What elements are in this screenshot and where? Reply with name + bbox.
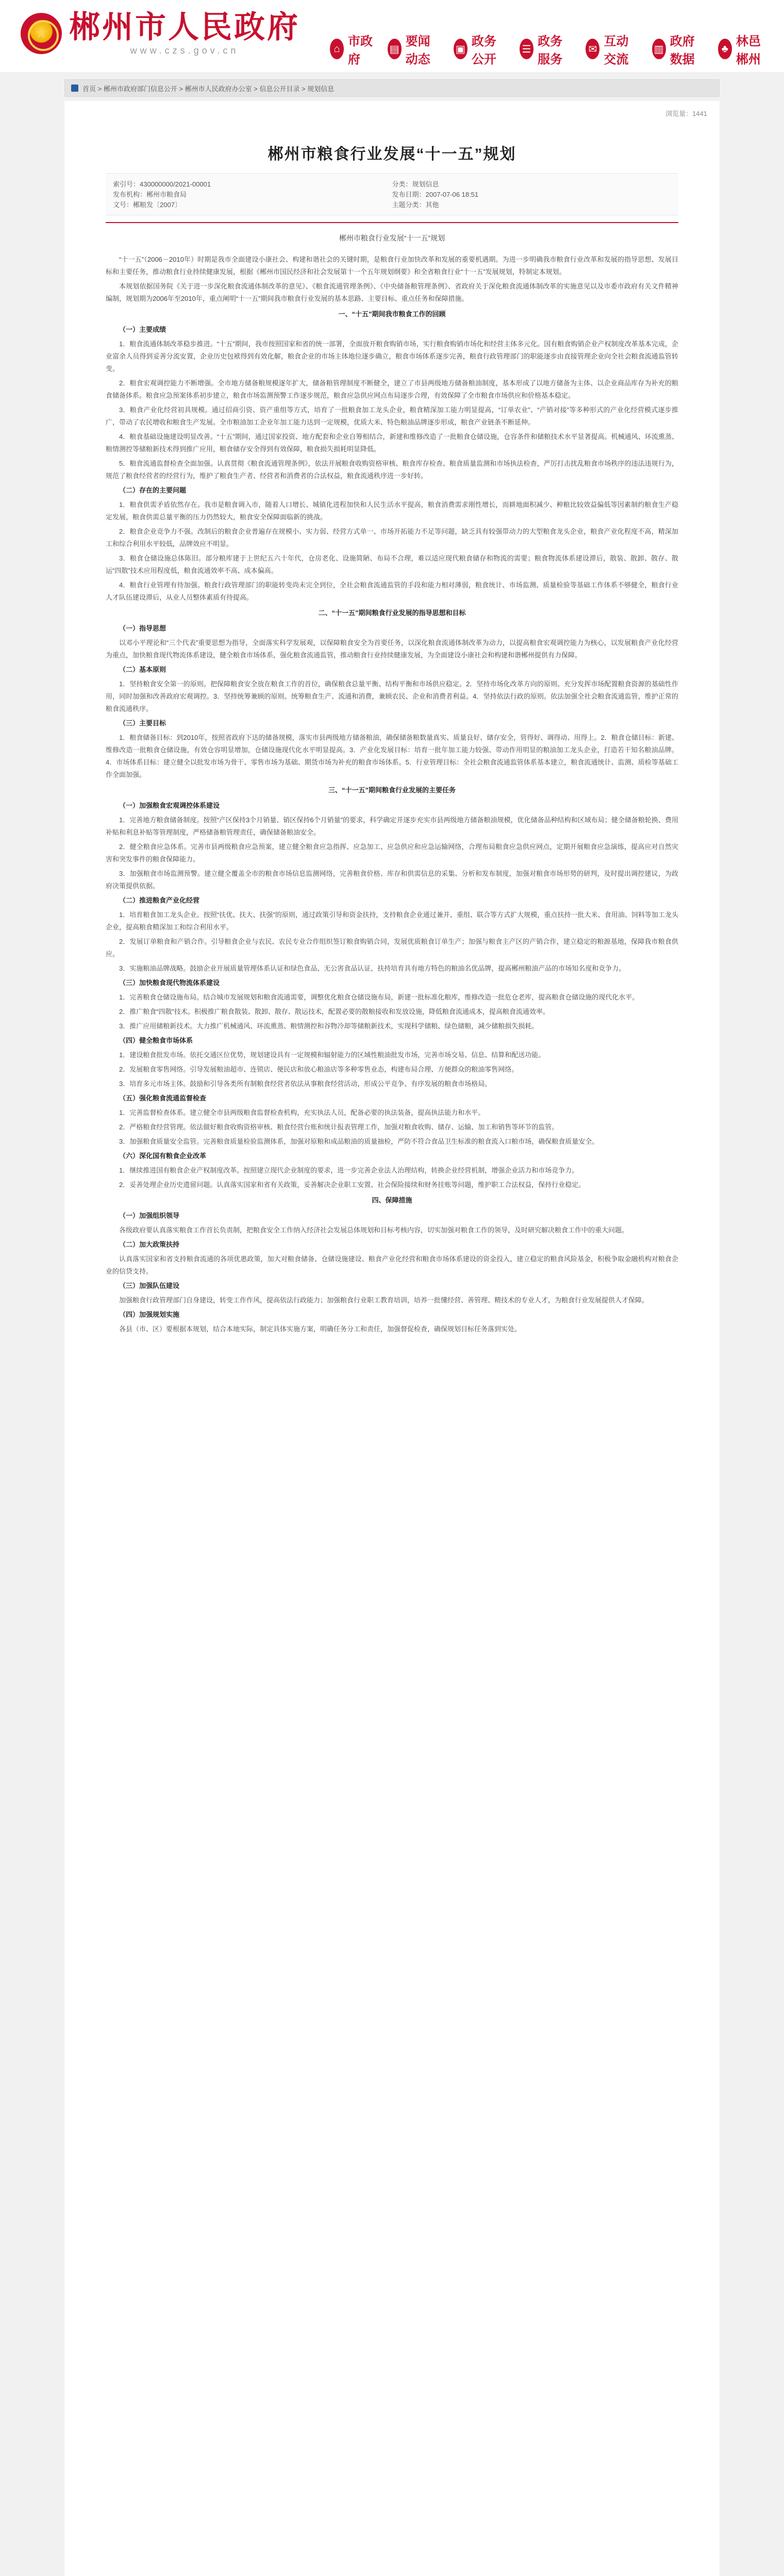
section-heading: （二）基本原则 <box>119 666 166 673</box>
nav-item-open[interactable]: ▣ 政务公开 <box>454 31 505 67</box>
service-icon: ☰ <box>520 39 533 59</box>
site-logo[interactable] <box>21 10 300 56</box>
body-paragraph: 3．推广应用储粮新技术。大力推广机械通风、环流熏蒸、粮情测控和谷物冷却等储粮新技术，实现科学储粮、绿色储粮，减少储粮损失损耗。 <box>119 1022 539 1030</box>
government-icon: ⌂ <box>330 39 344 59</box>
section-heading: （三）加强队伍建设 <box>119 1282 180 1290</box>
national-emblem-icon: ★ <box>21 13 62 54</box>
body-paragraph: 1．坚持粮食安全第一的原则。把保障粮食安全放在粮食工作的首位，确保粮食总量平衡、结构平衡和市场供应稳定。2．坚持市场化改革方向的原则。充分发挥市场配置粮食资源的基础性作用，同时加强和改善政府宏观调控。3．坚持统筹兼顾的原则。统筹粮食生产、流通和消费，兼顾农民、企业和消费者利益。4．坚持依法行政的原则。依法加强全社会粮食流通监管，维护正常的粮食流通秩序。 <box>106 680 678 713</box>
nav-item-government[interactable]: ⌂ 市政府 <box>330 31 373 67</box>
nav-item-data[interactable]: ▥ 政府数据 <box>652 31 704 67</box>
section-heading: （一）加强组织领导 <box>119 1212 180 1219</box>
meta-index-no: 索引号：430000000/2021-00001 <box>113 180 211 188</box>
body-paragraph: 1．完善粮食仓储设施布局。结合城市发展规划和粮食流通需要，调整优化粮食仓储设施布局，新建一批标准化粮库，维修改造一批危仓老库，提高粮食仓储设施的现代化水平。 <box>119 993 639 1001</box>
body-paragraph: 3．粮食仓储设施总体陈旧。部分粮库建于上世纪五六十年代，仓房老化、设施简陋、布局不合理，难以适应现代粮食储存和物流的需要；粮食物流体系建设滞后，散装、散卸、散存、散运“四散”技术应用程度低，粮食流通效率不高、成本偏高。 <box>106 554 678 574</box>
body-paragraph: 2．妥善处理企业历史遗留问题。认真落实国家和省有关政策，妥善解决企业职工安置、社会保险接续和财务挂账等问题，维护职工合法权益，保持行业稳定。 <box>119 1181 586 1189</box>
doc-heading: 郴州市粮食行业发展“十一五”规划 <box>339 234 445 242</box>
meta-category: 分类：规划信息 <box>392 180 439 188</box>
breadcrumb <box>64 79 720 97</box>
body-paragraph: 2．粮食企业竞争力不强。改制后的粮食企业普遍存在规模小、实力弱、经营方式单一、市场开拓能力不足等问题，缺乏具有较强带动力的大型粮食龙头企业，粮食产业化程度不高，精深加工和综合利用水平较低，品牌效应不明显。 <box>106 528 678 548</box>
body-paragraph: 1．培育粮食加工龙头企业。按照“扶优、扶大、扶强”的原则，通过政策引导和资金扶持，支持粮食企业通过兼并、重组、联合等方式扩大规模，重点扶持一批大米、食用油、饲料等加工龙头企业，提高粮食精深加工和综合利用水平。 <box>106 911 678 931</box>
article-body <box>106 253 678 2576</box>
body-paragraph: 2．发展订单粮食和产销合作。引导粮食企业与农民、农民专业合作组织签订粮食购销合同，发展优质粮食订单生产；加强与粮食主产区的产销合作，建立稳定的粮源基地，保障我市粮食供应。 <box>106 938 678 958</box>
news-icon: ▤ <box>388 39 402 59</box>
body-paragraph: 3．粮食产业化经营初具规模。通过招商引资、资产重组等方式，培育了一批粮食加工龙头企业，粮食精深加工能力明显提高，“订单农业”、“产销对接”等多种形式的产业化经营模式逐步推广，带动了农民增收和粮食生产发展。全市粮油加工企业年加工能力达到一定规模，优质大米、特色粮油品牌逐步形成，粮食产业链条不断延伸。 <box>106 406 678 426</box>
body-paragraph: 认真落实国家和省支持粮食流通的各项优惠政策，加大对粮食储备、仓储设施建设、粮食产业化经营和粮食市场体系建设的资金投入，建立稳定的粮食风险基金，积极争取金融机构对粮食企业的信贷支持。 <box>106 1255 678 1275</box>
body-paragraph: 以邓小平理论和“三个代表”重要思想为指导，全面落实科学发展观，以保障粮食安全为首要任务，以深化粮食流通体制改革为动力，以提高粮食宏观调控能力为核心，以发展粮食产业化经营为重点，加快粮食现代物流体系建设，健全粮食市场体系，强化粮食流通监管，推动粮食行业持续健康发展，为全面建设小康社会和构建和谐郴州提供有力保障。 <box>106 639 678 659</box>
body-paragraph: 1．完善地方粮食储备制度。按照“产区保持3个月销量、销区保持6个月销量”的要求，科学确定并逐步充实市县两级地方储备粮油规模，优化储备品种结构和区域布局；健全储备粮轮换、费用补贴和利息补贴等管理制度，严格储备粮管理责任，确保储备粮油安全。 <box>106 816 678 836</box>
open-icon: ▣ <box>454 39 468 59</box>
section-heading: （三）加快粮食现代物流体系建设 <box>119 979 220 987</box>
section-heading: 四、保障措施 <box>372 1196 412 1204</box>
section-heading: （一）主要成绩 <box>119 326 166 333</box>
body-paragraph: 4．粮食基础设施建设明显改善。“十五”期间，通过国家投资、地方配套和企业自筹相结合，新建和维修改造了一批粮食仓储设施，仓容条件和储粮技术水平显著提高。机械通风、环流熏蒸、粮情测控等储粮新技术得到推广应用，粮食储存安全得到有效保障，粮食损失损耗明显降低。 <box>106 433 678 453</box>
section-heading: 三、“十一五”期间粮食行业发展的主要任务 <box>328 786 456 794</box>
body-paragraph: 1．完善监督检查体系。建立健全市县两级粮食监督检查机构，充实执法人员，配备必要的执法装备，提高执法能力和水平。 <box>119 1109 485 1116</box>
body-paragraph: 3．实施粮油品牌战略。鼓励企业开展质量管理体系认证和绿色食品、无公害食品认证，扶持培育具有地方特色的粮油名优品牌，提高郴州粮油产品的市场知名度和竞争力。 <box>119 964 626 972</box>
meta-table <box>106 173 678 215</box>
meta-date: 发布日期：2007-07-06 18:51 <box>392 191 479 198</box>
nav-item-service[interactable]: ☰ 政务服务 <box>520 31 571 67</box>
main-nav <box>330 31 784 67</box>
body-paragraph: 加强粮食行政管理部门自身建设，转变工作作风，提高依法行政能力；加强粮食行业职工教育培训，培养一批懂经营、善管理、精技术的专业人才，为粮食行业发展提供人才保障。 <box>119 1296 649 1304</box>
section-heading: 二、“十一五”期间粮食行业发展的指导思想和目标 <box>318 609 466 617</box>
meta-doc-no: 文号：郴粮发〔2007〕 <box>113 201 181 209</box>
section-heading: （一）指导思想 <box>119 624 166 632</box>
site-header <box>0 0 784 72</box>
data-icon: ▥ <box>652 39 666 59</box>
nav-item-news[interactable]: ▤ 要闻动态 <box>388 31 439 67</box>
section-heading: （二）加大政策扶持 <box>119 1241 180 1248</box>
site-name: 郴州市人民政府 <box>69 9 300 45</box>
body-paragraph: 2．健全粮食应急体系。完善市县两级粮食应急预案，建立健全粮食应急指挥、应急加工、应急供应和应急运输网络，合理布局粮食应急供应网点，定期开展粮食应急演练，提高应对自然灾害和突发事件的粮食保障能力。 <box>106 843 678 863</box>
body-paragraph: “十一五”（2006－2010年）时期是我市全面建设小康社会、构建和谐社会的关键时期，是粮食行业加快改革和发展的重要机遇期。为进一步明确我市粮食行业改革和发展的指导思想、发展目标和主要任务，推动粮食行业持续健康发展，根据《郴州市国民经济和社会发展第十一个五年规划纲要》和全省粮食行业“十一五”发展规划，特制定本规划。 <box>106 256 678 276</box>
section-heading: 一、“十五”期间我市粮食工作的回顾 <box>338 310 446 318</box>
body-paragraph: 2．发展粮食零售网络。引导发展粮油超市、连锁店、便民店和放心粮油店等多种零售业态，构建布局合理、方便群众的粮油零售网络。 <box>119 1065 519 1073</box>
meta-publisher: 发布机构：郴州市粮食局 <box>113 191 187 198</box>
view-count: 浏览量：1441 <box>665 110 707 117</box>
section-heading: （三）主要目标 <box>119 719 166 727</box>
section-heading: （六）深化国有粮食企业改革 <box>119 1152 207 1160</box>
body-paragraph: 各县（市、区）要根据本规划，结合本地实际，制定具体实施方案，明确任务分工和责任，加强督促检查，确保规划目标任务落到实处。 <box>119 1325 522 1333</box>
body-paragraph: 1．粮食供需矛盾依然存在。我市是粮食调入市，随着人口增长、城镇化进程加快和人民生活水平提高，粮食消费需求刚性增长，而耕地面积减少、种粮比较效益偏低等因素制约粮食生产稳定发展，粮食供需总量平衡的压力仍然较大，粮食安全保障面临新的挑战。 <box>106 501 678 521</box>
article-card <box>64 101 720 2576</box>
body-paragraph: 2．推广粮食“四散”技术。积极推广粮食散装、散卸、散存、散运技术，配置必要的散粮接收和发放设施，降低粮食流通成本，提高粮食流通效率。 <box>119 1008 549 1015</box>
body-paragraph: 1．建设粮食批发市场。依托交通区位优势，规划建设具有一定规模和辐射能力的区域性粮油批发市场，完善市场交易、信息、结算和配送功能。 <box>119 1051 545 1059</box>
body-paragraph: 3．加强粮食市场监测预警。建立健全覆盖全市的粮食市场信息监测网络，完善粮食价格、库存和供需信息的采集、分析和发布制度，加强对粮食市场形势的研判，及时提出调控建议，为政府决策提供依据。 <box>106 870 678 890</box>
meta-agency: 主题分类：其他 <box>392 201 439 209</box>
chat-icon: ✉ <box>586 39 599 59</box>
body-paragraph: 1．继续推进国有粮食企业产权制度改革。按照建立现代企业制度的要求，进一步完善企业法人治理结构，转换企业经营机制，增强企业活力和市场竞争力。 <box>119 1166 579 1174</box>
nav-item-city[interactable]: ♣ 林邑郴州 <box>718 31 770 67</box>
home-icon[interactable] <box>71 84 78 92</box>
body-paragraph: 本规划依据国务院《关于进一步深化粮食流通体制改革的意见》、《粮食流通管理条例》、《中央储备粮管理条例》、省政府关于深化粮食流通体制改革的实施意见以及市委市政府有关文件精神编制，规划期为2006年至2010年，重点阐明“十一五”期间我市粮食行业发展的基本思路、主要目标、重点任务和保障措施。 <box>106 282 678 302</box>
section-heading: （五）强化粮食流通监督检查 <box>119 1094 207 1102</box>
nav-item-interaction[interactable]: ✉ 互动交流 <box>586 31 637 67</box>
body-paragraph: 1．粮食储备目标：到2010年，按照省政府下达的储备规模，落实市县两级地方储备粮油，确保储备粮数量真实、质量良好、储存安全，管得好、调得动、用得上。2．粮食仓储目标：新建、维修改造一批粮食仓储设施，有效仓容明显增加，仓储设施现代化水平明显提高。3．产业化发展目标：培育一批年加工能力较强、带动作用明显的粮油加工龙头企业，打造若干知名粮油品牌。4．市场体系目标：建立健全以批发市场为骨干、零售市场为基础、期货市场为补充的粮食市场体系。5．行业管理目标：全社会粮食流通监管体系基本建立，粮食流通统计、监测、质检等基础工作全面加强。 <box>106 734 678 778</box>
section-heading: （一）加强粮食宏观调控体系建设 <box>119 802 220 809</box>
breadcrumb-text[interactable]: 首页 > 郴州市政府部门信息公开 > 郴州市人民政府办公室 > 信息公开目录 > 规划信息 <box>82 84 335 93</box>
site-url: www.czs.gov.cn <box>130 45 239 56</box>
title-divider <box>106 222 678 223</box>
city-icon: ♣ <box>718 39 732 59</box>
section-heading: （二）存在的主要问题 <box>119 486 187 494</box>
body-paragraph: 4．粮食行业管理有待加强。粮食行政管理部门的职能转变尚未完全到位，全社会粮食流通监管的手段和能力相对薄弱，粮食统计、市场监测、质量检验等基础工作体系不够健全，粮食行业人才队伍建设滞后，从业人员整体素质有待提高。 <box>106 581 678 601</box>
body-paragraph: 3．培育多元市场主体。鼓励和引导各类所有制粮食经营者依法从事粮食经营活动，形成公平竞争、有序发展的粮食市场格局。 <box>119 1080 492 1088</box>
section-heading: （四）健全粮食市场体系 <box>119 1037 193 1044</box>
body-paragraph: 1．粮食流通体制改革稳步推进。“十五”期间，我市按照国家和省的统一部署，全面放开粮食购销市场，实行粮食购销市场化和经营主体多元化。国有粮食购销企业产权制度改革基本完成，企业富余人员得到妥善分流安置，企业历史包袱得到有效化解，粮食企业的市场主体地位逐步确立，粮食市场体系逐步完善，粮食行政管理部门的职能逐步由直接管理企业向全社会粮食流通监管转变。 <box>106 340 678 372</box>
body-paragraph: 各级政府要认真落实粮食工作首长负责制，把粮食安全工作纳入经济社会发展总体规划和目标考核内容，切实加强对粮食工作的领导，及时研究解决粮食工作中的重大问题。 <box>119 1226 629 1234</box>
body-paragraph: 2．严格粮食经营管理。依法做好粮食收购资格审核、粮食经营台账和统计报表管理工作，加强对粮食收购、储存、运输、加工和销售等环节的监管。 <box>119 1123 559 1131</box>
page-title: 郴州市粮食行业发展“十一五”规划 <box>268 146 516 163</box>
section-heading: （二）推进粮食产业化经营 <box>119 896 200 904</box>
body-paragraph: 3．加强粮食质量安全监管。完善粮食质量检验监测体系，加强对原粮和成品粮油的质量抽检，严防不符合食品卫生标准的粮食流入口粮市场，确保粮食质量安全。 <box>119 1138 599 1145</box>
body-paragraph: 2．粮食宏观调控能力不断增强。全市地方储备粮规模逐年扩大，储备粮管理制度不断健全，建立了市县两级地方储备粮油制度，基本形成了以地方储备为主体、以企业商品库存为补充的粮食储备体系。粮食应急预案体系初步建立，粮食市场监测预警工作逐步规范，粮食应急供应网点布局逐步合理，有效保障了全市粮食市场供应和价格基本稳定。 <box>106 379 678 399</box>
body-paragraph: 5．粮食流通监督检查全面加强。认真贯彻《粮食流通管理条例》，依法开展粮食收购资格审核、粮食库存检查、粮食质量监测和市场执法检查，严厉打击扰乱粮食市场秩序的违法违规行为，规范了粮食经营者的经营行为，维护了粮食生产者、经营者和消费者的合法权益，粮食流通秩序进一步好转。 <box>106 460 678 480</box>
section-heading: （四）加强规划实施 <box>119 1311 180 1318</box>
